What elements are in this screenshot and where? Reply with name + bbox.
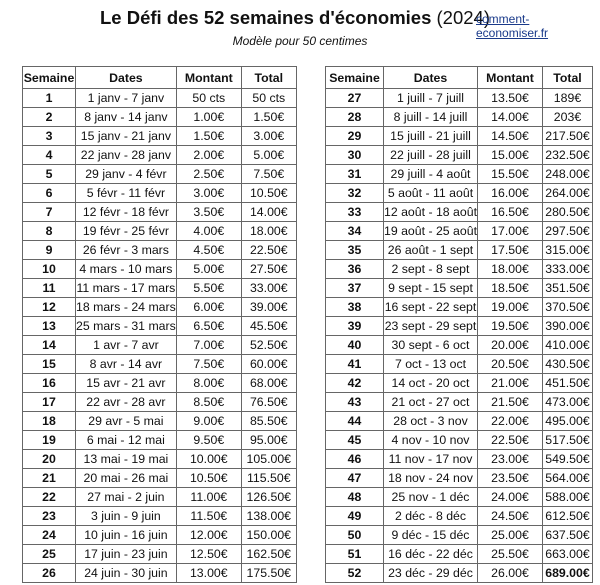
week-number: 27 [326, 89, 384, 108]
week-number: 8 [23, 222, 76, 241]
amount: 7.50€ [176, 355, 241, 374]
week-number: 4 [23, 146, 76, 165]
table-row [23, 184, 297, 203]
header-dates: Dates [76, 67, 177, 89]
amount: 24.50€ [477, 507, 542, 526]
week-number: 3 [23, 127, 76, 146]
header-montant: Montant [477, 67, 542, 89]
amount: 22.50€ [477, 431, 542, 450]
week-number: 25 [23, 545, 76, 564]
table-row [23, 393, 297, 412]
dates: 6 mai - 12 mai [76, 431, 177, 450]
amount: 19.50€ [477, 317, 542, 336]
dates: 5 févr - 11 févr [76, 184, 177, 203]
dates: 21 oct - 27 oct [384, 393, 478, 412]
dates: 15 janv - 21 janv [76, 127, 177, 146]
dates: 1 juill - 7 juill [384, 89, 478, 108]
total: 52.50€ [241, 336, 296, 355]
dates: 9 sept - 15 sept [384, 279, 478, 298]
total: 410.00€ [542, 336, 592, 355]
dates: 3 juin - 9 juin [76, 507, 177, 526]
week-number: 2 [23, 108, 76, 127]
header-montant: Montant [176, 67, 241, 89]
amount: 3.50€ [176, 203, 241, 222]
total: 297.50€ [542, 222, 592, 241]
title-text: Le Défi des 52 semaines d'économies [100, 7, 432, 28]
total: 370.50€ [542, 298, 592, 317]
amount: 5.50€ [176, 279, 241, 298]
total: 612.50€ [542, 507, 592, 526]
dates: 12 août - 18 août [384, 203, 478, 222]
week-number: 32 [326, 184, 384, 203]
dates: 17 juin - 23 juin [76, 545, 177, 564]
total: 351.50€ [542, 279, 592, 298]
dates: 7 oct - 13 oct [384, 355, 478, 374]
table-row [23, 89, 297, 108]
table-row [23, 564, 297, 583]
dates: 16 déc - 22 déc [384, 545, 478, 564]
week-number: 42 [326, 374, 384, 393]
total: 5.00€ [241, 146, 296, 165]
amount: 4.00€ [176, 222, 241, 241]
table-row [326, 241, 593, 260]
week-number: 47 [326, 469, 384, 488]
amount: 10.50€ [176, 469, 241, 488]
table-row [23, 507, 297, 526]
table-row [23, 279, 297, 298]
amount: 25.50€ [477, 545, 542, 564]
week-number: 51 [326, 545, 384, 564]
total: 18.00€ [241, 222, 296, 241]
table-row [23, 146, 297, 165]
week-number: 5 [23, 165, 76, 184]
amount: 11.50€ [176, 507, 241, 526]
total: 280.50€ [542, 203, 592, 222]
dates: 22 juill - 28 juill [384, 146, 478, 165]
dates: 8 juill - 14 juill [384, 108, 478, 127]
header-semaine: Semaine [23, 67, 76, 89]
table-row [23, 469, 297, 488]
total: 60.00€ [241, 355, 296, 374]
table-row [23, 108, 297, 127]
table-row [326, 146, 593, 165]
week-number: 37 [326, 279, 384, 298]
table-row [23, 355, 297, 374]
amount: 20.00€ [477, 336, 542, 355]
header-semaine: Semaine [326, 67, 384, 89]
total: 150.00€ [241, 526, 296, 545]
dates: 29 avr - 5 mai [76, 412, 177, 431]
amount: 15.50€ [477, 165, 542, 184]
dates: 15 avr - 21 avr [76, 374, 177, 393]
total: 390.00€ [542, 317, 592, 336]
total: 95.00€ [241, 431, 296, 450]
week-number: 26 [23, 564, 76, 583]
total: 495.00€ [542, 412, 592, 431]
week-number: 31 [326, 165, 384, 184]
weeks-table-first-half [22, 66, 297, 583]
week-number: 19 [23, 431, 76, 450]
dates: 29 janv - 4 févr [76, 165, 177, 184]
table-row [326, 184, 593, 203]
total: 50 cts [241, 89, 296, 108]
week-number: 46 [326, 450, 384, 469]
amount: 11.00€ [176, 488, 241, 507]
table-row [326, 393, 593, 412]
week-number: 18 [23, 412, 76, 431]
table-row [326, 374, 593, 393]
week-number: 43 [326, 393, 384, 412]
dates: 22 janv - 28 janv [76, 146, 177, 165]
dates: 12 févr - 18 févr [76, 203, 177, 222]
week-number: 24 [23, 526, 76, 545]
week-number: 13 [23, 317, 76, 336]
dates: 14 oct - 20 oct [384, 374, 478, 393]
total: 76.50€ [241, 393, 296, 412]
total: 68.00€ [241, 374, 296, 393]
amount: 26.00€ [477, 564, 542, 583]
dates: 29 juill - 4 août [384, 165, 478, 184]
week-number: 28 [326, 108, 384, 127]
dates: 22 avr - 28 avr [76, 393, 177, 412]
table-row [326, 564, 593, 583]
week-number: 49 [326, 507, 384, 526]
table-row [23, 165, 297, 184]
week-number: 52 [326, 564, 384, 583]
table-row [326, 298, 593, 317]
total: 663.00€ [542, 545, 592, 564]
total: 248.00€ [542, 165, 592, 184]
table-row [326, 279, 593, 298]
table-row [326, 108, 593, 127]
table-row [326, 469, 593, 488]
dates: 11 mars - 17 mars [76, 279, 177, 298]
amount: 1.00€ [176, 108, 241, 127]
dates: 2 sept - 8 sept [384, 260, 478, 279]
table-row [326, 127, 593, 146]
weeks-table-second-half [325, 66, 593, 583]
table-row [326, 488, 593, 507]
dates: 25 nov - 1 déc [384, 488, 478, 507]
table-row [326, 203, 593, 222]
total: 33.00€ [241, 279, 296, 298]
table-row [23, 526, 297, 545]
total: 175.50€ [241, 564, 296, 583]
amount: 2.00€ [176, 146, 241, 165]
table-row [326, 89, 593, 108]
total: 115.50€ [241, 469, 296, 488]
total: 45.50€ [241, 317, 296, 336]
table-row [23, 317, 297, 336]
dates: 16 sept - 22 sept [384, 298, 478, 317]
total: 517.50€ [542, 431, 592, 450]
amount: 23.50€ [477, 469, 542, 488]
amount: 50 cts [176, 89, 241, 108]
amount: 12.50€ [176, 545, 241, 564]
amount: 10.00€ [176, 450, 241, 469]
total: 451.50€ [542, 374, 592, 393]
table-row [23, 431, 297, 450]
amount: 15.00€ [477, 146, 542, 165]
amount: 2.50€ [176, 165, 241, 184]
dates: 15 juill - 21 juill [384, 127, 478, 146]
table-row [326, 165, 593, 184]
website-link[interactable]: comment-economiser.fr [476, 12, 549, 40]
dates: 8 avr - 14 avr [76, 355, 177, 374]
week-number: 35 [326, 241, 384, 260]
total: 22.50€ [241, 241, 296, 260]
dates: 9 déc - 15 déc [384, 526, 478, 545]
week-number: 45 [326, 431, 384, 450]
amount: 18.50€ [477, 279, 542, 298]
week-number: 23 [23, 507, 76, 526]
total: 473.00€ [542, 393, 592, 412]
amount: 6.50€ [176, 317, 241, 336]
dates: 27 mai - 2 juin [76, 488, 177, 507]
week-number: 38 [326, 298, 384, 317]
table-header-row [23, 67, 297, 89]
total: 85.50€ [241, 412, 296, 431]
dates: 13 mai - 19 mai [76, 450, 177, 469]
total: 7.50€ [241, 165, 296, 184]
table-row [23, 241, 297, 260]
header-dates: Dates [384, 67, 478, 89]
dates: 20 mai - 26 mai [76, 469, 177, 488]
amount: 6.00€ [176, 298, 241, 317]
total: 637.50€ [542, 526, 592, 545]
week-number: 14 [23, 336, 76, 355]
week-number: 1 [23, 89, 76, 108]
amount: 8.50€ [176, 393, 241, 412]
dates: 4 nov - 10 nov [384, 431, 478, 450]
subtitle: Modèle pour 50 centimes [232, 34, 368, 48]
week-number: 16 [23, 374, 76, 393]
week-number: 36 [326, 260, 384, 279]
table-row [326, 545, 593, 564]
table-row [326, 260, 593, 279]
amount: 20.50€ [477, 355, 542, 374]
table-header-row [326, 67, 593, 89]
amount: 23.00€ [477, 450, 542, 469]
amount: 24.00€ [477, 488, 542, 507]
dates: 10 juin - 16 juin [76, 526, 177, 545]
total: 232.50€ [542, 146, 592, 165]
dates: 1 janv - 7 janv [76, 89, 177, 108]
week-number: 17 [23, 393, 76, 412]
table-row [23, 222, 297, 241]
total: 126.50€ [241, 488, 296, 507]
table-row [23, 260, 297, 279]
week-number: 29 [326, 127, 384, 146]
amount: 7.00€ [176, 336, 241, 355]
amount: 1.50€ [176, 127, 241, 146]
week-number: 10 [23, 260, 76, 279]
week-number: 22 [23, 488, 76, 507]
table-row [326, 412, 593, 431]
table-row [23, 488, 297, 507]
dates: 19 août - 25 août [384, 222, 478, 241]
total: 564.00€ [542, 469, 592, 488]
week-number: 6 [23, 184, 76, 203]
amount: 21.50€ [477, 393, 542, 412]
amount: 19.00€ [477, 298, 542, 317]
week-number: 50 [326, 526, 384, 545]
dates: 23 sept - 29 sept [384, 317, 478, 336]
table-row [23, 374, 297, 393]
amount: 13.00€ [176, 564, 241, 583]
amount: 16.00€ [477, 184, 542, 203]
amount: 3.00€ [176, 184, 241, 203]
total: 1.50€ [241, 108, 296, 127]
total: 189€ [542, 89, 592, 108]
total: 549.50€ [542, 450, 592, 469]
table-row [326, 526, 593, 545]
table-row [23, 336, 297, 355]
amount: 14.50€ [477, 127, 542, 146]
dates: 1 avr - 7 avr [76, 336, 177, 355]
total: 689.00€ [542, 564, 592, 583]
table-row [23, 203, 297, 222]
dates: 26 août - 1 sept [384, 241, 478, 260]
week-number: 40 [326, 336, 384, 355]
table-row [23, 127, 297, 146]
week-number: 30 [326, 146, 384, 165]
week-number: 20 [23, 450, 76, 469]
amount: 9.50€ [176, 431, 241, 450]
week-number: 44 [326, 412, 384, 431]
table-row [326, 222, 593, 241]
table-row [326, 431, 593, 450]
dates: 11 nov - 17 nov [384, 450, 478, 469]
total: 27.50€ [241, 260, 296, 279]
amount: 25.00€ [477, 526, 542, 545]
amount: 9.00€ [176, 412, 241, 431]
amount: 22.00€ [477, 412, 542, 431]
total: 105.00€ [241, 450, 296, 469]
week-number: 21 [23, 469, 76, 488]
page-title [100, 7, 490, 29]
week-number: 11 [23, 279, 76, 298]
week-number: 39 [326, 317, 384, 336]
total: 217.50€ [542, 127, 592, 146]
header-total: Total [241, 67, 296, 89]
week-number: 15 [23, 355, 76, 374]
week-number: 7 [23, 203, 76, 222]
table-row [23, 298, 297, 317]
title-year: (2024) [436, 7, 490, 28]
total: 3.00€ [241, 127, 296, 146]
table-row [326, 450, 593, 469]
amount: 5.00€ [176, 260, 241, 279]
dates: 23 déc - 29 déc [384, 564, 478, 583]
week-number: 48 [326, 488, 384, 507]
dates: 28 oct - 3 nov [384, 412, 478, 431]
table-row [326, 317, 593, 336]
amount: 17.00€ [477, 222, 542, 241]
total: 138.00€ [241, 507, 296, 526]
dates: 24 juin - 30 juin [76, 564, 177, 583]
amount: 13.50€ [477, 89, 542, 108]
week-number: 34 [326, 222, 384, 241]
week-number: 9 [23, 241, 76, 260]
amount: 4.50€ [176, 241, 241, 260]
dates: 25 mars - 31 mars [76, 317, 177, 336]
total: 333.00€ [542, 260, 592, 279]
dates: 30 sept - 6 oct [384, 336, 478, 355]
total: 264.00€ [542, 184, 592, 203]
table-row [23, 545, 297, 564]
total: 588.00€ [542, 488, 592, 507]
dates: 18 nov - 24 nov [384, 469, 478, 488]
week-number: 33 [326, 203, 384, 222]
dates: 4 mars - 10 mars [76, 260, 177, 279]
total: 14.00€ [241, 203, 296, 222]
table-row [326, 355, 593, 374]
total: 315.00€ [542, 241, 592, 260]
total: 39.00€ [241, 298, 296, 317]
dates: 19 févr - 25 févr [76, 222, 177, 241]
amount: 18.00€ [477, 260, 542, 279]
dates: 18 mars - 24 mars [76, 298, 177, 317]
amount: 8.00€ [176, 374, 241, 393]
total: 203€ [542, 108, 592, 127]
amount: 16.50€ [477, 203, 542, 222]
week-number: 41 [326, 355, 384, 374]
total: 430.50€ [542, 355, 592, 374]
total: 162.50€ [241, 545, 296, 564]
table-row [326, 507, 593, 526]
amount: 21.00€ [477, 374, 542, 393]
table-row [23, 450, 297, 469]
table-row [23, 412, 297, 431]
dates: 26 févr - 3 mars [76, 241, 177, 260]
total: 10.50€ [241, 184, 296, 203]
table-row [326, 336, 593, 355]
header-total: Total [542, 67, 592, 89]
amount: 17.50€ [477, 241, 542, 260]
week-number: 12 [23, 298, 76, 317]
amount: 12.00€ [176, 526, 241, 545]
amount: 14.00€ [477, 108, 542, 127]
dates: 2 déc - 8 déc [384, 507, 478, 526]
dates: 8 janv - 14 janv [76, 108, 177, 127]
dates: 5 août - 11 août [384, 184, 478, 203]
